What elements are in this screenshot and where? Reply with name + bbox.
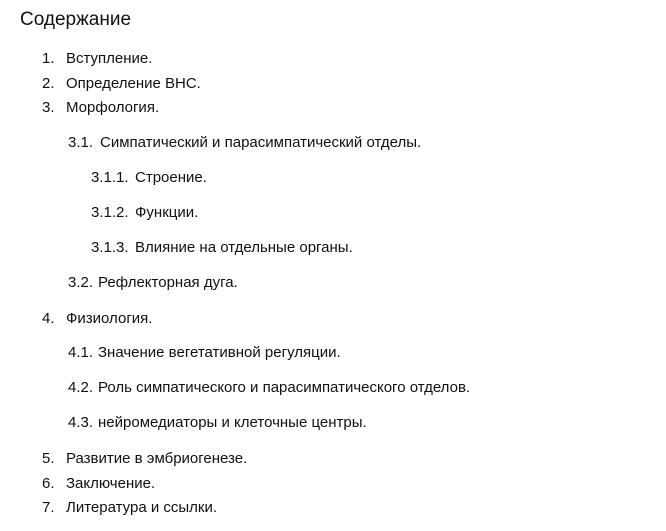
toc-entry-number: 2. xyxy=(42,75,55,92)
toc-entry-number: 4.1. xyxy=(68,344,94,361)
toc-entry xyxy=(68,133,421,153)
toc-entry-number: 3.1.2. xyxy=(91,204,129,221)
toc-entry-number: 4. xyxy=(42,310,55,327)
toc-entry xyxy=(42,98,159,118)
toc-entry xyxy=(91,238,353,258)
toc-entry-number: 4.2. xyxy=(68,379,94,396)
toc-entry xyxy=(68,273,238,293)
toc-entry xyxy=(42,309,152,329)
toc-entry-text: Рефлекторная дуга. xyxy=(98,274,238,291)
toc-entry xyxy=(91,168,207,188)
toc-entry-number: 3.1. xyxy=(68,134,94,151)
toc-entry xyxy=(42,498,217,518)
toc-entry-text: Роль симпатического и парасимпатического отделов. xyxy=(98,379,471,396)
toc-entry-text: Морфология. xyxy=(66,99,160,116)
toc-entry-text: Значение вегетативной регуляции. xyxy=(98,344,341,361)
toc-entry xyxy=(68,378,470,398)
document-title: Содержание xyxy=(20,9,132,30)
toc-entry-text: Определение ВНС. xyxy=(66,75,201,92)
toc-entry xyxy=(42,74,201,94)
toc-entry-number: 1. xyxy=(42,50,55,67)
toc-entry-text: Симпатический и парасимпатический отделы. xyxy=(100,134,422,151)
toc-entry xyxy=(42,49,152,69)
toc-entry-text: Заключение. xyxy=(66,475,156,492)
toc-entry-text: Влияние на отдельные органы. xyxy=(135,239,353,256)
toc-entry-number: 4.3. xyxy=(68,414,94,431)
toc-entry-text: нейромедиаторы и клеточные центры. xyxy=(98,414,367,431)
toc-entry-number: 3. xyxy=(42,99,55,116)
toc-entry-number: 7. xyxy=(42,499,55,516)
toc-entry xyxy=(91,203,198,223)
toc-entry xyxy=(42,474,155,494)
toc-entry-number: 5. xyxy=(42,450,55,467)
toc-entry-text: Строение. xyxy=(135,169,207,186)
toc-entry-text: Физиология. xyxy=(66,310,153,327)
toc-entry xyxy=(68,343,341,363)
toc-entry-text: Литература и ссылки. xyxy=(66,499,218,516)
toc-entry-number: 6. xyxy=(42,475,55,492)
toc-entry-number: 3.1.1. xyxy=(91,169,129,186)
toc-entry-text: Вступление. xyxy=(66,50,153,67)
toc-entry-text: Функции. xyxy=(135,204,199,221)
toc-entry xyxy=(68,413,367,433)
toc-entry xyxy=(42,449,247,469)
toc-entry-number: 3.1.3. xyxy=(91,239,129,256)
toc-entry-number: 3.2. xyxy=(68,274,94,291)
toc-entry-text: Развитие в эмбриогенезе. xyxy=(66,450,248,467)
